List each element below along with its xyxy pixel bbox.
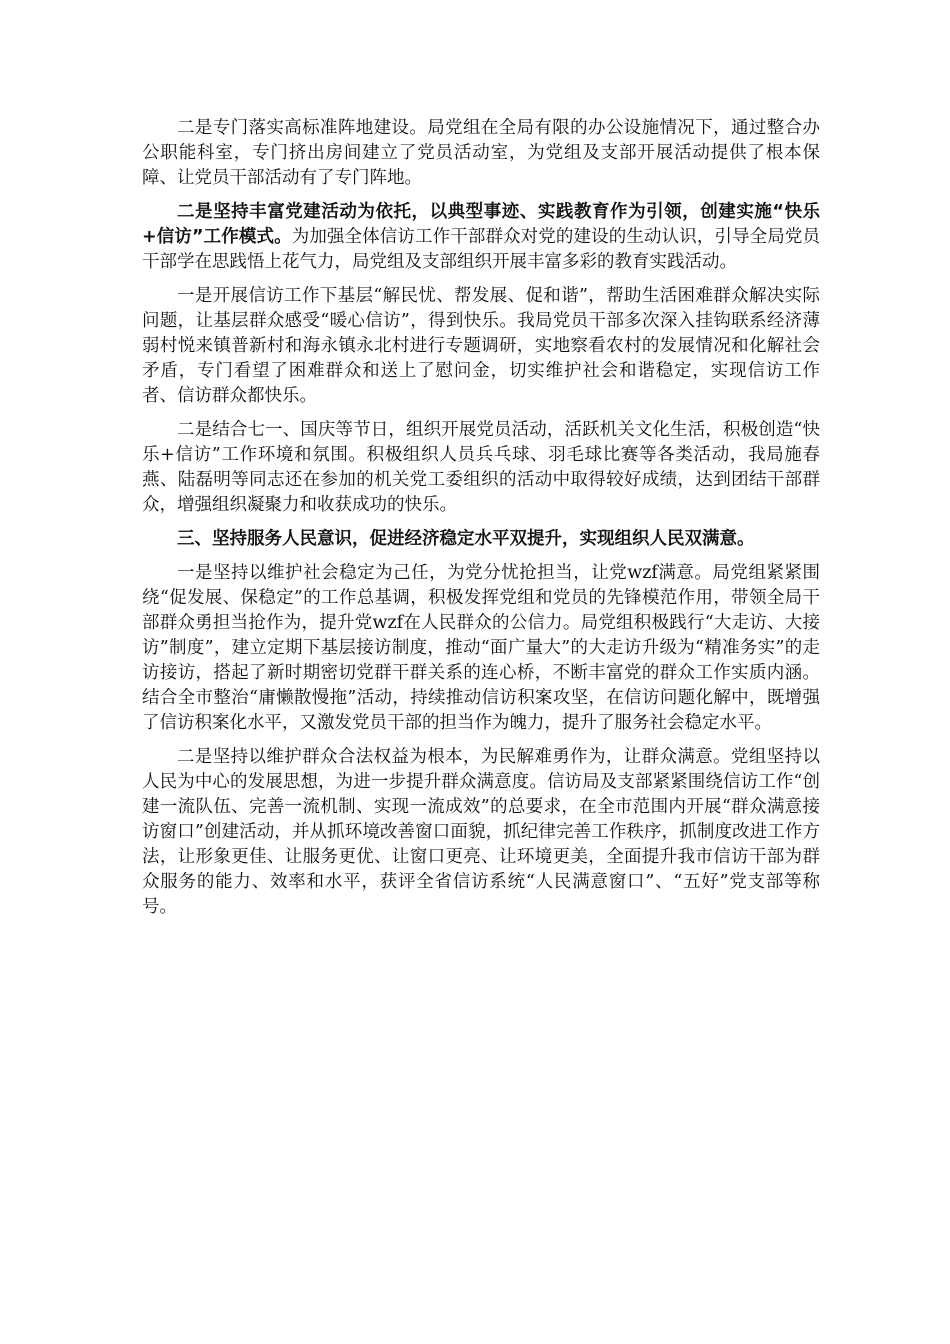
paragraph-2-lead: 二是坚持丰富党建活动为依托，以典型事迹、实践教育作为引领，创建实施“快乐+信访”工作模式。 bbox=[142, 202, 820, 247]
paragraph-4 bbox=[142, 418, 820, 518]
paragraph-6-text: 一是坚持以维护社会稳定为己任，为党分忧抢担当，让党wzf满意。局党组紧紧围绕“促发展、保稳定”的工作总基调，积极发挥党组和党员的先锋模范作用，带领全局干部群众勇担当抢作为，提升党wzf在人民群众的公信力。局党组积极践行“大走访、大接访”制度”，建立定期下基层接访制度，推动“面广量大”的大走访升级为“精准务实”的走访接访，搭起了新时期密切党群干群关系的连心桥，不断丰富党的群众工作实质内涵。结合全市整治“庸懒散慢拖”活动，持续推动信访积案攻坚，在信访问题化解中，既增强了信访积案化水平，又激发党员干部的担当作为魄力，提升了服务社会稳定水平。 bbox=[142, 563, 820, 733]
paragraph-1-text: 二是专门落实高标准阵地建设。局党组在全局有限的办公设施情况下，通过整合办公职能科室，专门挤出房间建立了党员活动室，为党组及支部开展活动提供了根本保障、让党员干部活动有了专门阵地。 bbox=[142, 118, 820, 188]
paragraph-7 bbox=[142, 745, 820, 920]
paragraph-3-text: 一是开展信访工作下基层“解民忧、帮发展、促和谐”，帮助生活困难群众解决实际问题，让基层群众感受“暖心信访”，得到快乐。我局党员干部多次深入挂钩联系经济薄弱村悦来镇普新村和海永镇永北村进行专题调研，实地察看农村的发展情况和化解社会矛盾，专门看望了困难群众和送上了慰问金，切实维护社会和谐稳定，实现信访工作者、信访群众都快乐。 bbox=[142, 286, 820, 406]
paragraph-2 bbox=[142, 200, 820, 275]
paragraph-4-text: 二是结合七一、国庆等节日，组织开展党员活动，活跃机关文化生活，积极创造“快乐+信访”工作环境和氛围。积极组织人员兵乓球、羽毛球比赛等各类活动，我局施春燕、陆磊明等同志还在参加的机关党工委组织的活动中取得较好成绩，达到团结干部群众，增强组织凝聚力和收获成功的快乐。 bbox=[142, 420, 820, 515]
document-page bbox=[142, 116, 820, 929]
paragraph-6 bbox=[142, 561, 820, 736]
paragraph-1 bbox=[142, 116, 820, 191]
paragraph-7-text: 二是坚持以维护群众合法权益为根本，为民解难勇作为，让群众满意。党组坚持以人民为中心的发展思想，为进一步提升群众满意度。信访局及支部紧紧围绕信访工作“创建一流队伍、完善一流机制、实现一流成效”的总要求，在全市范围内开展“群众满意接访窗口”创建活动，并从抓环境改善窗口面貌，抓纪律完善工作秩序，抓制度改进工作方法，让形象更佳、让服务更优、让窗口更亮、让环境更美，全面提升我市信访干部为群众服务的能力、效率和水平，获评全省信访系统“人民满意窗口”、“五好”党支部等称号。 bbox=[142, 747, 820, 917]
section-heading-3 bbox=[142, 527, 820, 552]
section-heading-3-text: 三、坚持服务人民意识，促进经济稳定水平双提升，实现组织人民双满意。 bbox=[177, 529, 755, 549]
paragraph-2-text: 为加强全体信访工作干部群众对党的建设的生动认识，引导全局党员干部学在思践悟上花气力，局党组及支部组织开展丰富多彩的教育实践活动。 bbox=[142, 227, 821, 272]
paragraph-3 bbox=[142, 284, 820, 409]
